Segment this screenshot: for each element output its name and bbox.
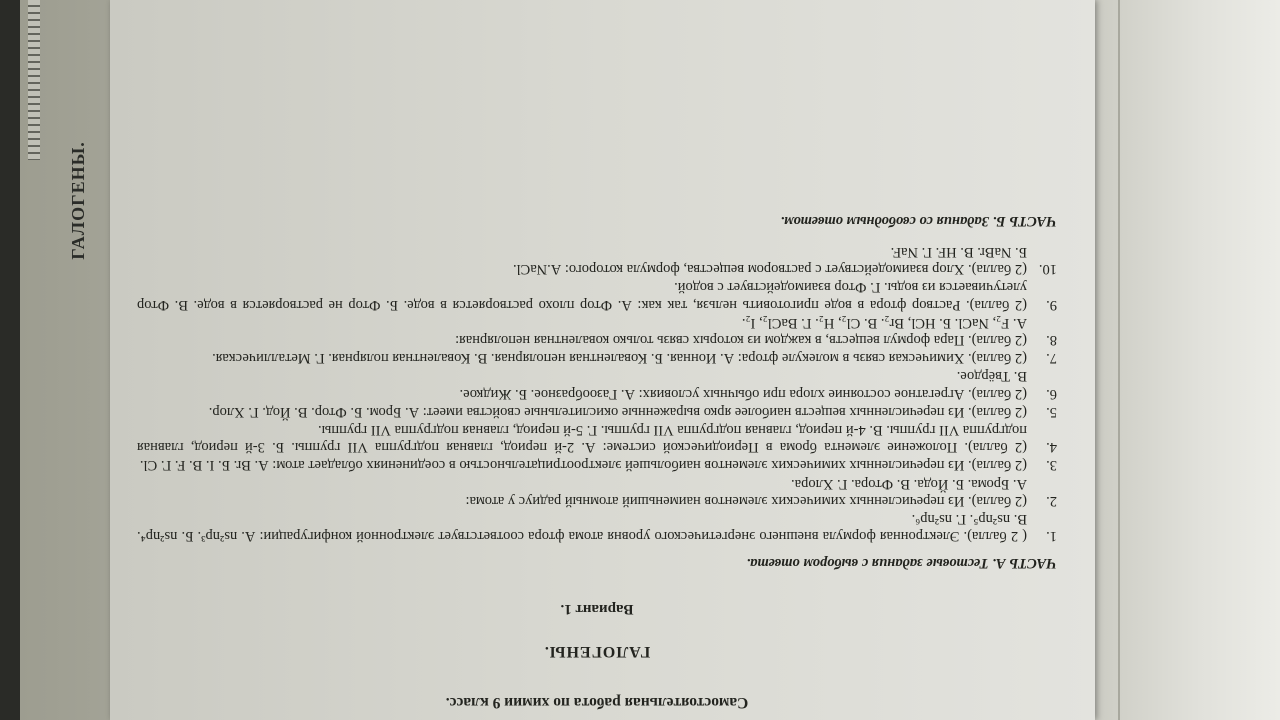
task-item: [137, 474, 1057, 508]
task-body: [137, 314, 1027, 348]
sheet-edge-line: [1118, 0, 1120, 720]
part-b-heading: ЧАСТЬ Б. Задания со свободным ответом.: [780, 212, 1057, 229]
part-a-heading: ЧАСТЬ А. Тестовые задания с выбором ответа.: [746, 555, 1057, 572]
ruled-margin-marks: [28, 0, 40, 160]
task-number: 1.: [1046, 528, 1057, 545]
worksheet-text: [137, 212, 1057, 711]
task-body: [137, 510, 1027, 544]
task-item: [137, 314, 1057, 348]
side-sheet-heading: [64, 120, 92, 280]
task-options: В. Твёрдое.: [956, 368, 1027, 385]
worksheet-title: Самостоятельная работа по химии 9 класс.: [445, 694, 749, 711]
worksheet-topic: ГАЛОГЕНЫ.: [543, 642, 651, 660]
task-body: [137, 403, 1027, 420]
task-text: (2 балла). Раствор фтора в воде приготовить нельзя, так как: А. Фтор плохо растворяется в воде. Б. Фтор не растворяется в воде. В. Фтор улетучивается из воды. Г. Фтор взаимодействует с водой.: [137, 279, 1027, 313]
task-number: 9.: [1046, 296, 1057, 313]
task-options: Б. NaBr. В. HF. Г. NaF.: [890, 243, 1027, 260]
task-text: (2 балла). Из перечисленных химических элементов наименьший атомный радиус у атома:: [465, 492, 1027, 509]
task-item: [137, 510, 1057, 544]
task-number: 8.: [1046, 331, 1057, 348]
task-item: [137, 456, 1057, 473]
worksheet-page: [110, 0, 1095, 720]
variant-heading: Вариант 1.: [560, 600, 634, 617]
task-text: (2 балла). Химическая связь в молекуле фтора: А. Ионная. Б. Ковалентная неполярная. В. Ковалентная полярная. Г. Металлическая.: [212, 350, 1027, 367]
side-sheet-heading-text: ГАЛОГЕНЫ.: [67, 140, 88, 260]
task-text: (2 балла). Из перечисленных веществ наиболее ярко выраженные окислительные свойства имеет:: [422, 403, 1027, 420]
task-body: [137, 278, 1027, 312]
task-text: (2 балла). Хлор взаимодействует с раствором вещества, формула которого: А.NaCl.: [512, 261, 1027, 278]
task-number: 10.: [1038, 261, 1057, 278]
task-body: [137, 243, 1027, 277]
task-text: (2 балла). Положение элемента брома в Периодической системе: А. 2-й период, главная подгруппа VII группы. Б. 3-й период, главная подгруппа VII группы. В. 4-й период, главная подгруппа VII группы. Г. 5-й период, главная подгруппа VII группы.: [137, 421, 1027, 456]
task-number: 4.: [1046, 439, 1057, 456]
task-number: 3.: [1046, 457, 1057, 474]
task-options: А. Бром. Б. Фтор. В. Йод. Г. Хлор.: [208, 403, 420, 420]
task-number: 7.: [1046, 350, 1057, 367]
task-options: А. F₂, NaCl. Б. HCl, Br₂. В. Cl₂, H₂. Г. BaCl₂, I₂.: [741, 314, 1027, 331]
task-options: А. Br. Б. I. В. F. Г. Cl.: [139, 457, 269, 474]
task-text: (2 балла). Агрегатное состояние хлора при обычных условиях: А. Газообразное. Б. Жидкое.: [459, 385, 1027, 402]
task-number: 2.: [1046, 492, 1057, 509]
task-text: (2 балла). Пара формул веществ, в каждом из которых связь только ковалентная неполярная:: [455, 331, 1027, 348]
worksheet-content-rotated: [110, 0, 1095, 720]
task-number: 5.: [1046, 403, 1057, 420]
task-item: [137, 367, 1057, 401]
task-body: [137, 349, 1027, 366]
task-text: (2 балла). Из перечисленных химических элементов наибольшей электроотрицательностью в соединениях обладает атом:: [272, 457, 1027, 474]
task-body: [137, 474, 1027, 508]
task-body: [137, 421, 1027, 455]
task-text: ( 2 балла). Электронная формула внешнего энергетического уровня атома фтора соответствует электронной конфигурации:: [259, 528, 1027, 545]
task-item: [137, 403, 1057, 420]
task-item: [137, 421, 1057, 455]
task-number: 6.: [1046, 385, 1057, 402]
task-body: [137, 456, 1027, 473]
task-options: А. ns²np³. Б. ns²np⁴. В. ns²np⁵. Г. ns²np⁶.: [137, 510, 1027, 545]
task-options: А. Брома. Б. Йода. В. Фтора. Г. Хлора.: [791, 475, 1027, 492]
right-sheet: [1080, 0, 1280, 720]
task-item: [137, 243, 1057, 277]
task-item: [137, 349, 1057, 366]
task-item: [137, 278, 1057, 312]
task-body: [137, 367, 1027, 401]
